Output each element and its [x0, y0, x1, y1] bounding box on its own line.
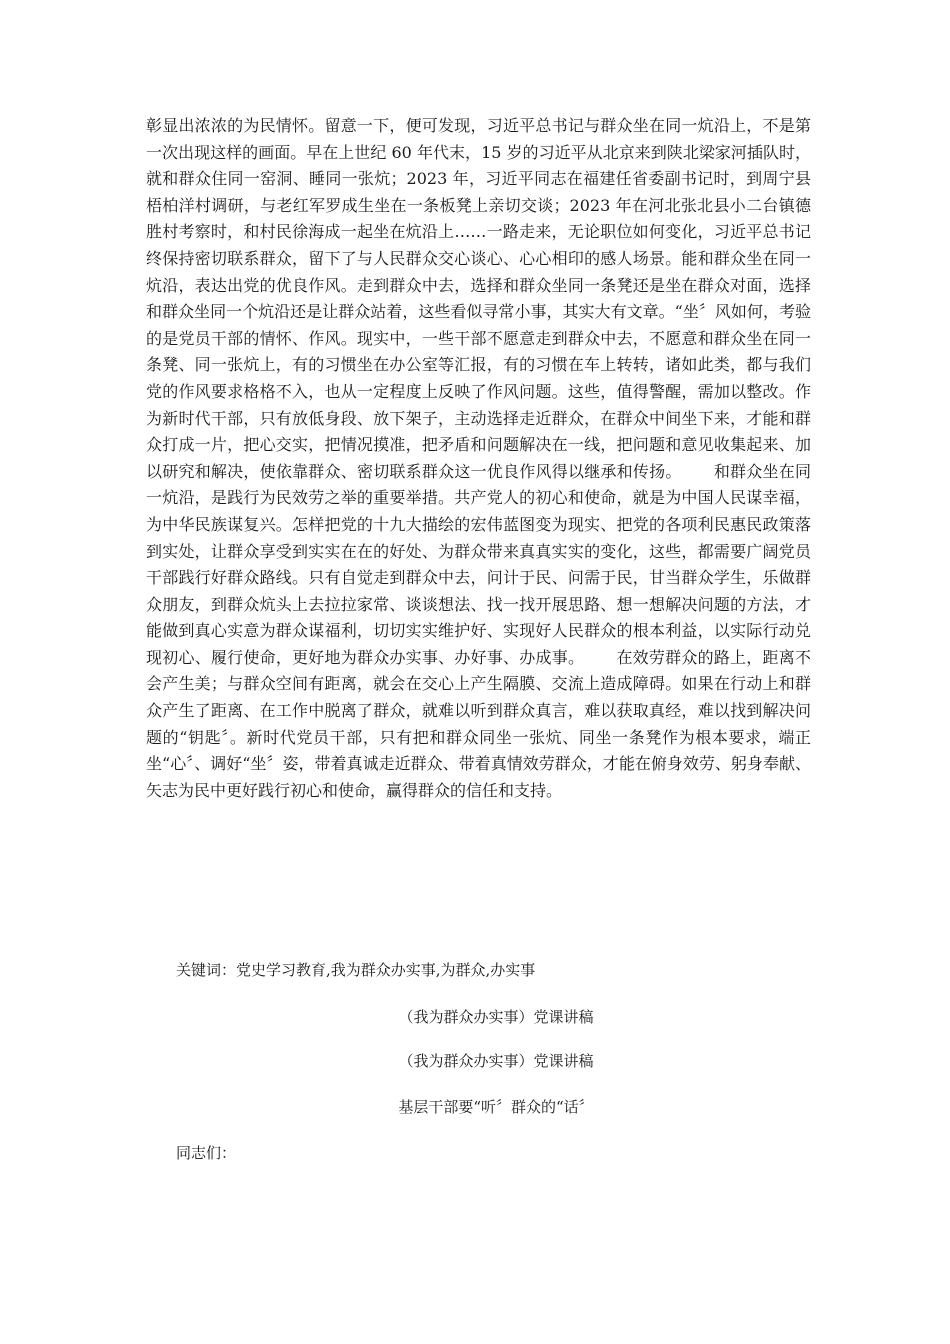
lecture-heading-1: （我为群众办实事）党课讲稿	[398, 1008, 594, 1026]
salutation: 同志们：	[176, 1144, 237, 1162]
keywords-line: 关键词：党史学习教育,我为群众办实事,为群众,办实事	[176, 961, 536, 979]
lecture-heading-2: （我为群众办实事）党课讲稿	[398, 1052, 594, 1070]
paragraph-2: 和群众坐在同一炕沿，是践行为民效劳之举的重要举措。共产党人的初心和使命，就是为中国人民谋幸福，为中华民族谋复兴。怎样把党的十九大描绘的宏伟蓝图变为现实、把党的各项利民惠民政策落到实处，让群众享受到实实在在的好处、为群众带来真真实实的变化，这些，都需要广阔党员干部践行好群众路线。只有自觉走到群众中去，问计于民、问需于民，甘当群众学生，乐做群众朋友，到群众炕头上去拉拉家常、谈谈想法、找一找开展思路、想一想解决问题的方法，才能做到真心实意为群众谋福利，切切实实维护好、实现好人民群众的根本利益，以实际行动兑现初心、履行使命，更好地为群众办实事、办好事、办成事。	[146, 461, 811, 667]
lecture-title: 基层干部要“听〞群众的“话〞	[398, 1098, 594, 1116]
body-text	[146, 113, 811, 804]
paragraph-3: 在效劳群众的路上，距离不会产生美；与群众空间有距离，就会在交心上产生隔膜、交流上造成障碍。如果在行动上和群众产生了距离、在工作中脱离了群众，就难以听到群众真言，难以获取真经，难以找到解决问题的“钥匙〞。新时代党员干部，只有把和群众同坐一张炕、同坐一条凳作为根本要求，端正坐“心〞、调好“坐〞姿，带着真诚走近群众、带着真情效劳群众，才能在俯身效劳、躬身奉献、矢志为民中更好践行初心和使命，赢得群众的信任和支持。	[146, 647, 811, 800]
paragraph-1: 彰显出浓浓的为民情怀。留意一下，便可发现，习近平总书记与群众坐在同一炕沿上，不是第一次出现这样的画面。早在上世纪 60 年代末，15 岁的习近平从北京来到陕北梁家河插队时，就和群众住同一窑洞、睡同一张炕；2023 年，习近平同志在福建任省委副书记时，到周宁县梧柏洋村调研，与老红军罗成生坐在一条板凳上亲切交谈；2023 年在河北张北县小二台镇德胜村考察时，和村民徐海成一起坐在炕沿上……一路走来，无论职位如何变化，习近平总书记终保持密切联系群众，留下了与人民群众交心谈心、心心相印的感人场景。能和群众坐在同一炕沿，表达出党的优良作风。走到群众中去，选择和群众坐同一条凳还是坐在群众对面，选择和群众坐同一个炕沿还是让群众站着，这些看似寻常小事，其实大有文章。“坐〞风如何，考验的是党员干部的情怀、作风。现实中，一些干部不愿意走到群众中去，不愿意和群众坐在同一条凳、同一张炕上，有的习惯坐在办公室等汇报，有的习惯在车上转转，诸如此类，都与我们党的作风要求格格不入，也从一定程度上反映了作风问题。这些，值得警醒，需加以整改。作为新时代干部，只有放低身段、放下架子，主动选择走近群众，在群众中间坐下来，才能和群众打成一片，把心交实，把情况摸准，把矛盾和问题解决在一线，把问题和意见收集起来、加以研究和解决，使依靠群众、密切联系群众这一优良作风得以继承和传扬。	[146, 116, 811, 481]
